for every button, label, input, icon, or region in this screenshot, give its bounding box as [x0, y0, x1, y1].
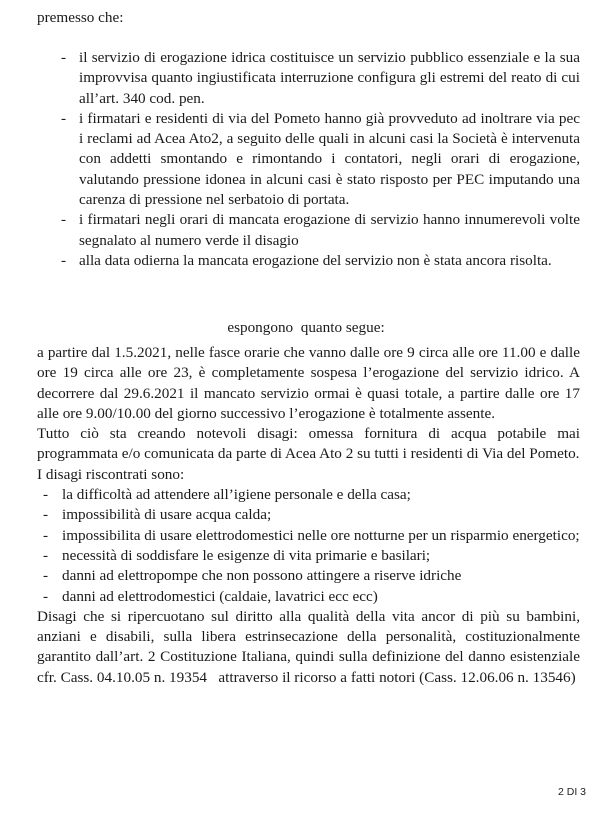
disagio-text: necessità di soddisfare le esigenze di vita primarie e basilari;: [62, 546, 431, 564]
premise-item: [61, 210, 580, 251]
disagio-text: impossibilita di usare elettrodomestici nelle ore notturne per un risparmio energetico;: [62, 526, 580, 544]
disagio-item: [37, 566, 580, 586]
dash-bullet: -: [61, 109, 67, 127]
paragraph-legal-basis: Disagi che si ripercuotano sul diritto alla qualità della vita ancor di più su bambini, anziani e disabili, sulla libera estrinsecazione della personalità, costituzionalmente garantito dall’art. 2 Costituzione Italiana, quindi sulla definizione del danno esistenziale cfr. Cass. 04.10.05 n. 19354 attraverso il ricorso a fatti notori (Cass. 12.06.06 n. 13546): [37, 607, 584, 686]
paragraph-interruption: a partire dal 1.5.2021, nelle fasce orarie che vanno dalle ore 9 circa alle ore 11.00 e dalle ore 19 circa alle ore 23, è completamente sospesa l’erogazione del servizio idrico. A decorrere dal 29.6.2021 il mancato servizio ormai è quasi totale, a partire dalle ore 17 alle ore 9.00/10.00 del giorno successivo l’erogazione è totalmente assente.: [37, 344, 580, 422]
disagio-text: impossibilità di usare acqua calda;: [62, 506, 272, 524]
premise-item: [61, 251, 580, 271]
premises-list: [61, 48, 580, 271]
premise-text: il servizio di erogazione idrica costituisce un servizio pubblico essenziale e la sua improvvisa quanto ingiustificata interruzione configura gli estremi del reato di cui all’art. 340 cod. pen.: [79, 49, 580, 107]
dash-bullet: -: [61, 49, 67, 66]
dash-bullet: -: [43, 587, 49, 605]
premise-item: [61, 48, 580, 109]
dash-bullet: -: [43, 526, 49, 544]
disagio-item: [37, 587, 580, 607]
dash-bullet: -: [43, 486, 49, 504]
body-block: [37, 343, 584, 688]
premise-item: [61, 109, 580, 210]
disagio-item: [37, 505, 580, 525]
premise-text: alla data odierna la mancata erogazione del servizio non è stata ancora risolta.: [79, 251, 552, 269]
dash-bullet: -: [43, 506, 49, 524]
disagio-text: danni ad elettrodomestici (caldaie, lavatrici ecc ecc): [62, 587, 378, 605]
disagi-list: [37, 485, 580, 607]
disagio-item: [37, 526, 580, 546]
dash-bullet: -: [43, 546, 49, 564]
page-number: 2 DI 3: [557, 786, 586, 798]
dash-bullet: -: [43, 567, 49, 585]
disagi-intro: I disagi riscontrati sono:: [37, 465, 185, 483]
section-heading: espongono quanto segue:: [227, 319, 385, 336]
paragraph-disagi-summary: Tutto ciò sta creando notevoli disagi: omessa fornitura di acqua potabile mai programmata e/o comunicata da parte di Acea Ato 2 su tutti i residenti di Via del Pometo.: [37, 425, 580, 463]
premise-text: i firmatari negli orari di mancata erogazione di servizio hanno innumerevoli volte segnalato al numero verde il disagio: [79, 211, 580, 249]
premise-text: i firmatari e residenti di via del Pometo hanno già provveduto ad inoltrare via pec i reclami ad Acea Ato2, a seguito delle quali in alcuni casi la Società è intervenuta con addetti smontando e rimontando i contatori, negli orari di erogazione, valutando pressione idonea in alcuni casi è stato risposto per PEC imputando una carenza di pressione nel serbatoio di portata.: [79, 109, 580, 209]
disagio-text: danni ad elettropompe che non possono attingere a riserve idriche: [62, 567, 462, 585]
dash-bullet: -: [61, 211, 67, 229]
disagio-item: [37, 485, 580, 505]
disagio-item: [37, 546, 580, 566]
disagio-text: la difficoltà ad attendere all’igiene personale e della casa;: [62, 486, 411, 504]
intro-text: premesso che:: [37, 9, 124, 26]
dash-bullet: -: [61, 251, 67, 269]
